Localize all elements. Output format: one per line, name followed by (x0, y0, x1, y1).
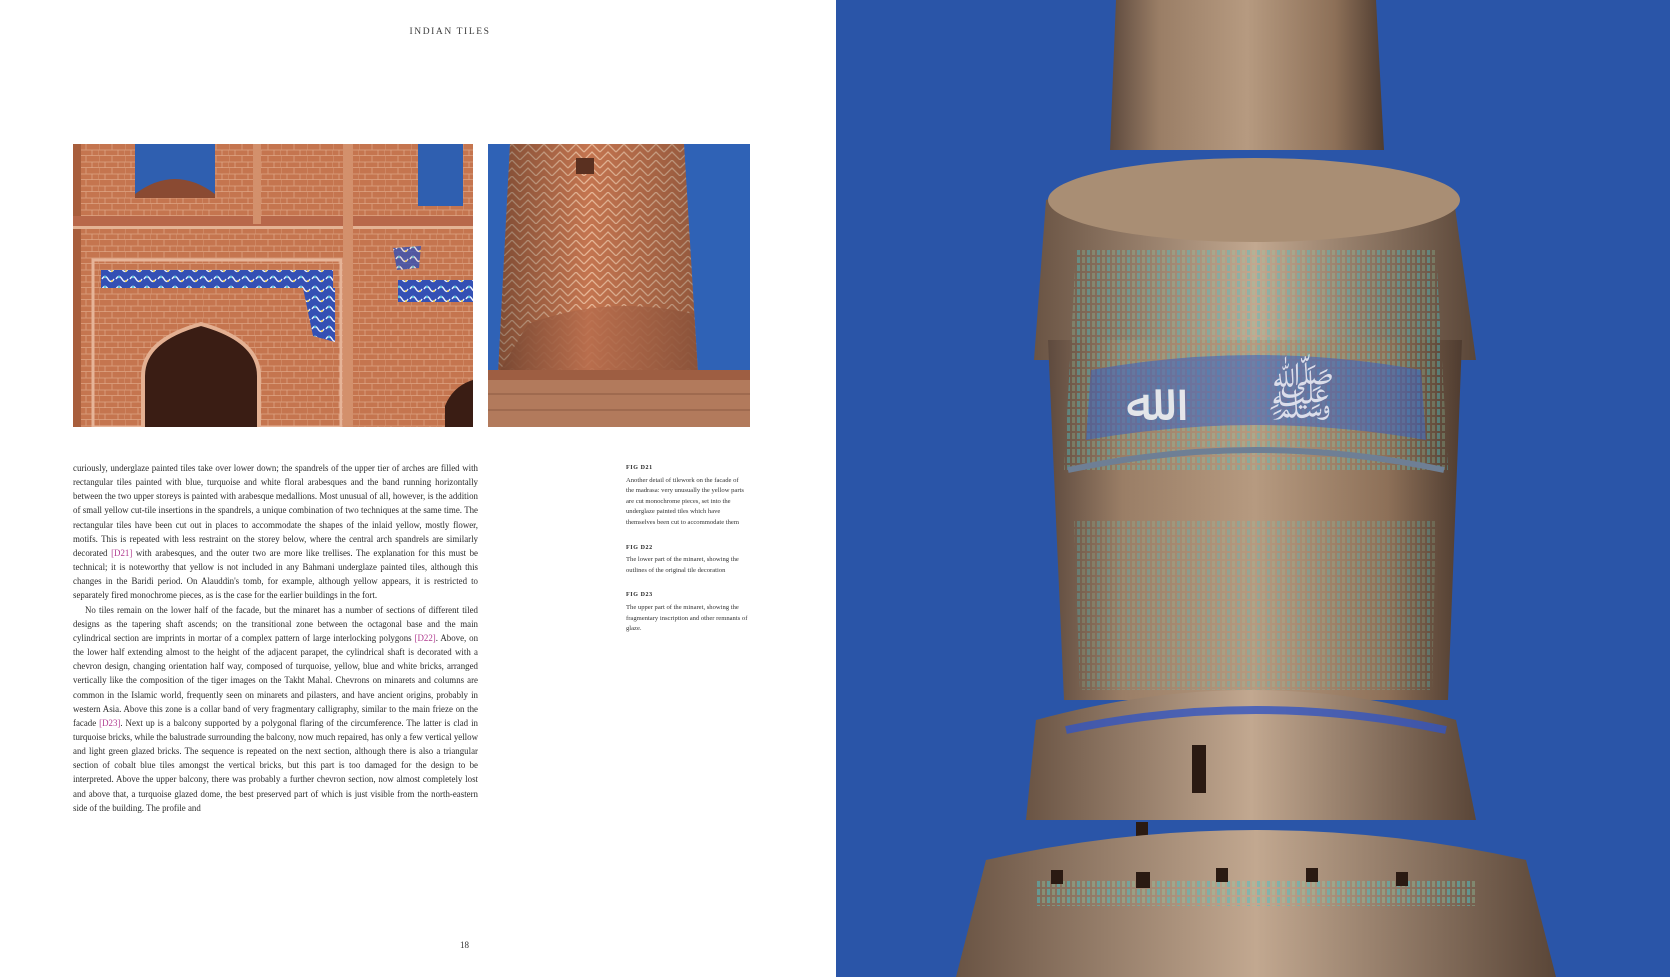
caption-label: FIG D22 (626, 544, 653, 551)
figure-caption (626, 543, 748, 577)
svg-text:ﷲ: ﷲ (1126, 373, 1157, 433)
caption-label: FIG D21 (626, 465, 653, 471)
photo-facade-tilework (73, 144, 473, 427)
running-head: INDIAN TILES (409, 27, 491, 37)
text-run: . Next up is a balcony supported by a polygonal flaring of the circumference. The latter is clad in turquoise bricks, while the balustrade surrounding the balcony, now much repaired, has only a few vertical yellow and light green glazed bricks. The sequence is repeated on the next section, although there is also a triangular section of cobalt blue tiles amongst the vertical bricks, but this part is too damaged for the design to be interpreted. Above the upper balcony, there was probably a further chevron section, now almost completely lost and above that, a turquoise glazed dome, the best preserved part of which is just visible from the north-eastern side of the building. The profile and (73, 717, 478, 813)
svg-text:ﷺ: ﷺ (1266, 361, 1337, 429)
figure-reference[interactable]: [D21] (111, 547, 133, 558)
figure-caption (626, 463, 748, 529)
body-paragraph (73, 603, 478, 815)
figure-reference[interactable]: [D23] (99, 717, 121, 728)
text-run: curiously, underglaze painted tiles take over lower down; the spandrels of the upper tier of arches are filled with rectangular tiles painted with blue, turquoise and white floral arabesques and the band running horizontally between the two upper storeys is painted with arabesque medallions. Most unusual of all, however, is the addition of small yellow cut-tile insertions in the spandrels, a unique combination of two techniques at the same time. The rectangular tiles have been cut out in places to accommodate the shapes of the inlaid yellow, mostly flower, motifs. This is repeated with less restraint on the storey below, where the central arch spandrels are similarly decorated (73, 463, 478, 558)
caption-text: The lower part of the minaret, showing the outlines of the original tile decoration (626, 556, 739, 574)
text-run: No tiles remain on the lower half of the facade, but the minaret has a number of sections of different tiled designs as the tapering shaft ascends; on the transitional zone between the octagonal base and the main cylindrical section are imprints in mortar of a complex pattern of large interlocking polygons (73, 604, 478, 643)
page-number: 18 (460, 940, 469, 950)
caption-text: Another detail of tilework on the facade of the madrasa: very unusually the yellow parts are cut monochrome pieces, set into the underglaze painted tiles which have themselves been cut to accommodate them (626, 476, 744, 526)
figure-reference[interactable]: [D22] (414, 632, 436, 643)
body-text (73, 461, 478, 815)
body-paragraph (73, 461, 478, 603)
text-run: with arabesques, and the outer two are more like trellises. The explanation for this must be technical; it is noteworthy that yellow is not included in any Bahmani underglaze painted tiles, although this changes in the Baridi period. On Alauddin's tomb, for example, although yellow appears, it is restricted to separately fired monochrome pieces, as is the case for the earlier buildings in the fort. (73, 547, 478, 601)
photo-minaret-upper (836, 0, 1670, 977)
captions-column (626, 463, 748, 649)
figure-caption (626, 590, 748, 634)
text-run: . Above, on the lower half extending almost to the height of the adjacent parapet, the cylindrical shaft is decorated with a chevron design, changing orientation half way, composed of turquoise, yellow, blue and white bricks, arranged vertically like the composition of the tiger images on the Takht Mahal. Chevrons on minarets and columns are common in the Islamic world, frequently seen on minarets and pilasters, and have ancient origins, probably in western Asia. Above this zone is a collar band of very fragmentary calligraphy, similar to the main frieze on the facade (73, 632, 479, 728)
photo-minaret-lower (488, 144, 750, 427)
caption-text: The upper part of the minaret, showing the fragmentary inscription and other remnants of glaze. (626, 603, 748, 633)
caption-label: FIG D23 (626, 592, 653, 599)
